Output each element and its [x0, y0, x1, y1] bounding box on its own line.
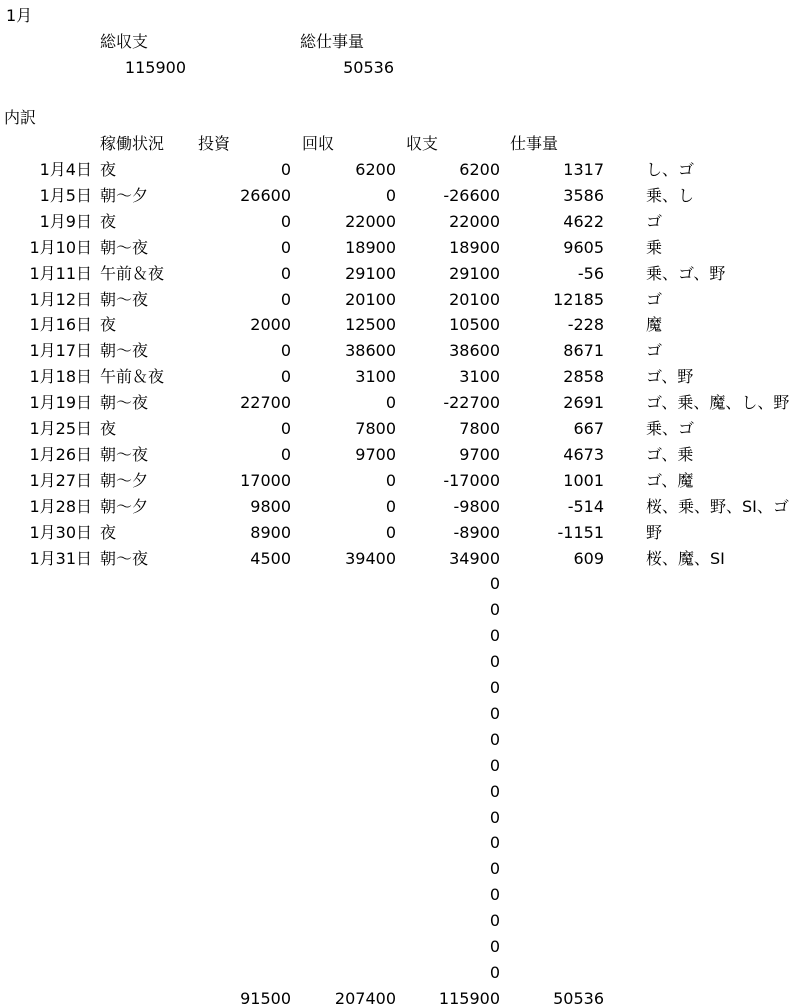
cell-work: 12185 [553, 289, 604, 309]
cell-invest: 22700 [240, 393, 291, 413]
cell-recover: 0 [385, 496, 396, 516]
cell-invest: 17000 [240, 470, 291, 490]
cell-work: 2858 [563, 367, 604, 387]
cell-recover: 29100 [345, 263, 396, 283]
cell-recover: 38600 [345, 341, 396, 361]
cell-balance: 18900 [449, 237, 500, 257]
cell-work: 8671 [563, 341, 604, 361]
total-work-label: 総仕事量 [300, 32, 365, 51]
cell-work: 9605 [563, 237, 604, 257]
cell-notes: ゴ、野 [646, 367, 694, 387]
cell-notes: 桜、乗、野、SI、ゴ [646, 496, 789, 516]
cell-notes: ゴ [646, 289, 663, 309]
cell-balance: 22000 [449, 211, 500, 231]
cell-notes: 乗、ゴ、野 [646, 263, 726, 283]
cell-status: 夜 [100, 211, 117, 231]
cell-empty-balance: 0 [489, 755, 500, 775]
cell-date: 1月12日 [29, 289, 92, 309]
cell-status: 夜 [100, 315, 117, 335]
cell-empty-balance: 0 [489, 781, 500, 801]
column-header-work: 仕事量 [510, 134, 559, 153]
column-header-invest: 投資 [198, 134, 231, 153]
cell-balance: -8900 [453, 522, 500, 542]
cell-work: 4673 [563, 444, 604, 464]
cell-recover: 18900 [345, 237, 396, 257]
cell-work: 3586 [563, 185, 604, 205]
cell-notes: 桜、魔、SI [646, 548, 725, 568]
cell-empty-balance: 0 [489, 885, 500, 905]
cell-notes: 乗 [646, 237, 663, 257]
cell-recover: 39400 [345, 548, 396, 568]
cell-balance: -9800 [453, 496, 500, 516]
total-balance: 115900 [438, 988, 500, 1008]
cell-date: 1月17日 [29, 341, 92, 361]
cell-invest: 0 [280, 211, 291, 231]
total-balance-value: 115900 [124, 58, 186, 77]
cell-empty-balance: 0 [489, 729, 500, 749]
cell-work: -228 [567, 315, 604, 335]
cell-work: -1151 [557, 522, 604, 542]
cell-invest: 4500 [250, 548, 291, 568]
cell-balance: -22700 [443, 393, 500, 413]
breakdown-title: 内訳 [4, 108, 37, 127]
cell-recover: 0 [385, 393, 396, 413]
cell-recover: 7800 [355, 419, 396, 438]
cell-invest: 0 [280, 237, 291, 257]
cell-invest: 0 [280, 263, 291, 283]
cell-date: 1月26日 [29, 444, 92, 464]
cell-date: 1月28日 [29, 496, 92, 516]
column-header-recover: 回収 [302, 134, 335, 153]
cell-date: 1月31日 [29, 548, 92, 568]
cell-date: 1月25日 [29, 419, 92, 438]
cell-work: 4622 [563, 211, 604, 231]
cell-empty-balance: 0 [489, 652, 500, 672]
cell-notes: ゴ、乗 [646, 444, 694, 464]
cell-invest: 0 [280, 341, 291, 361]
cell-invest: 0 [280, 444, 291, 464]
cell-empty-balance: 0 [489, 833, 500, 853]
cell-balance: -26600 [443, 185, 500, 205]
cell-balance: 7800 [459, 419, 500, 438]
cell-status: 午前＆夜 [100, 367, 165, 387]
cell-status: 朝～夜 [100, 289, 149, 309]
total-invest: 91500 [240, 988, 291, 1008]
cell-notes: 乗、ゴ [646, 419, 695, 438]
cell-empty-balance: 0 [489, 600, 500, 620]
cell-notes: ゴ、魔 [646, 470, 694, 490]
cell-status: 朝～夜 [100, 341, 149, 361]
cell-invest: 2000 [250, 315, 291, 335]
cell-recover: 0 [385, 522, 396, 542]
cell-balance: 34900 [449, 548, 500, 568]
cell-empty-balance: 0 [489, 574, 500, 594]
cell-empty-balance: 0 [489, 626, 500, 646]
cell-balance: 6200 [459, 160, 500, 179]
cell-recover: 22000 [345, 211, 396, 231]
cell-empty-balance: 0 [489, 859, 500, 879]
cell-date: 1月19日 [29, 393, 92, 413]
cell-recover: 12500 [345, 315, 396, 335]
column-header-status: 稼働状況 [100, 134, 165, 153]
cell-empty-balance: 0 [489, 678, 500, 697]
cell-date: 1月11日 [29, 263, 92, 283]
cell-date: 1月9日 [39, 211, 92, 231]
cell-balance: 20100 [449, 289, 500, 309]
cell-work: 1001 [563, 470, 604, 490]
month-title: 1月 [6, 6, 33, 25]
cell-notes: ゴ [646, 341, 663, 361]
cell-status: 夜 [100, 522, 117, 542]
cell-notes: 乗、し [646, 185, 695, 205]
cell-status: 朝～夜 [100, 444, 149, 464]
cell-recover: 9700 [355, 444, 396, 464]
cell-notes: 魔 [646, 315, 663, 335]
cell-notes: 野 [646, 522, 663, 542]
cell-recover: 0 [385, 470, 396, 490]
cell-date: 1月18日 [29, 367, 92, 387]
cell-invest: 9800 [250, 496, 291, 516]
cell-status: 朝～夜 [100, 237, 149, 257]
cell-work: -56 [577, 263, 604, 283]
total-work-value: 50536 [343, 58, 394, 77]
total-work: 50536 [553, 988, 604, 1008]
cell-date: 1月10日 [29, 237, 92, 257]
cell-balance: 38600 [449, 341, 500, 361]
cell-recover: 3100 [355, 367, 396, 387]
cell-invest: 8900 [250, 522, 291, 542]
cell-recover: 20100 [345, 289, 396, 309]
cell-invest: 0 [280, 419, 291, 438]
cell-date: 1月4日 [39, 160, 92, 179]
cell-work: 2691 [563, 393, 604, 413]
cell-balance: 3100 [459, 367, 500, 387]
cell-recover: 0 [385, 185, 396, 205]
cell-notes: し、ゴ [646, 160, 695, 179]
cell-status: 午前＆夜 [100, 263, 165, 283]
cell-status: 朝～夕 [100, 470, 149, 490]
cell-status: 朝～夕 [100, 185, 149, 205]
cell-balance: 29100 [449, 263, 500, 283]
cell-balance: -17000 [443, 470, 500, 490]
cell-invest: 0 [280, 289, 291, 309]
cell-date: 1月5日 [39, 185, 92, 205]
cell-work: 1317 [563, 160, 604, 179]
cell-date: 1月30日 [29, 522, 92, 542]
cell-work: 667 [573, 419, 604, 438]
cell-status: 朝～夕 [100, 496, 149, 516]
cell-invest: 26600 [240, 185, 291, 205]
cell-empty-balance: 0 [489, 962, 500, 982]
total-recover: 207400 [334, 988, 396, 1008]
cell-date: 1月27日 [29, 470, 92, 490]
cell-work: -514 [567, 496, 604, 516]
cell-empty-balance: 0 [489, 807, 500, 827]
cell-empty-balance: 0 [489, 911, 500, 931]
cell-recover: 6200 [355, 160, 396, 179]
cell-invest: 0 [280, 160, 291, 179]
cell-date: 1月16日 [29, 315, 92, 335]
cell-status: 夜 [100, 160, 117, 179]
cell-notes: ゴ [646, 211, 663, 231]
total-balance-label: 総収支 [100, 32, 149, 51]
cell-work: 609 [573, 548, 604, 568]
cell-invest: 0 [280, 367, 291, 387]
cell-status: 朝～夜 [100, 393, 149, 413]
cell-status: 朝～夜 [100, 548, 149, 568]
cell-status: 夜 [100, 419, 117, 438]
cell-empty-balance: 0 [489, 937, 500, 956]
cell-balance: 10500 [449, 315, 500, 335]
cell-balance: 9700 [459, 444, 500, 464]
cell-notes: ゴ、乗、魔、し、野 [646, 393, 790, 413]
column-header-balance: 収支 [406, 134, 439, 153]
cell-empty-balance: 0 [489, 703, 500, 723]
